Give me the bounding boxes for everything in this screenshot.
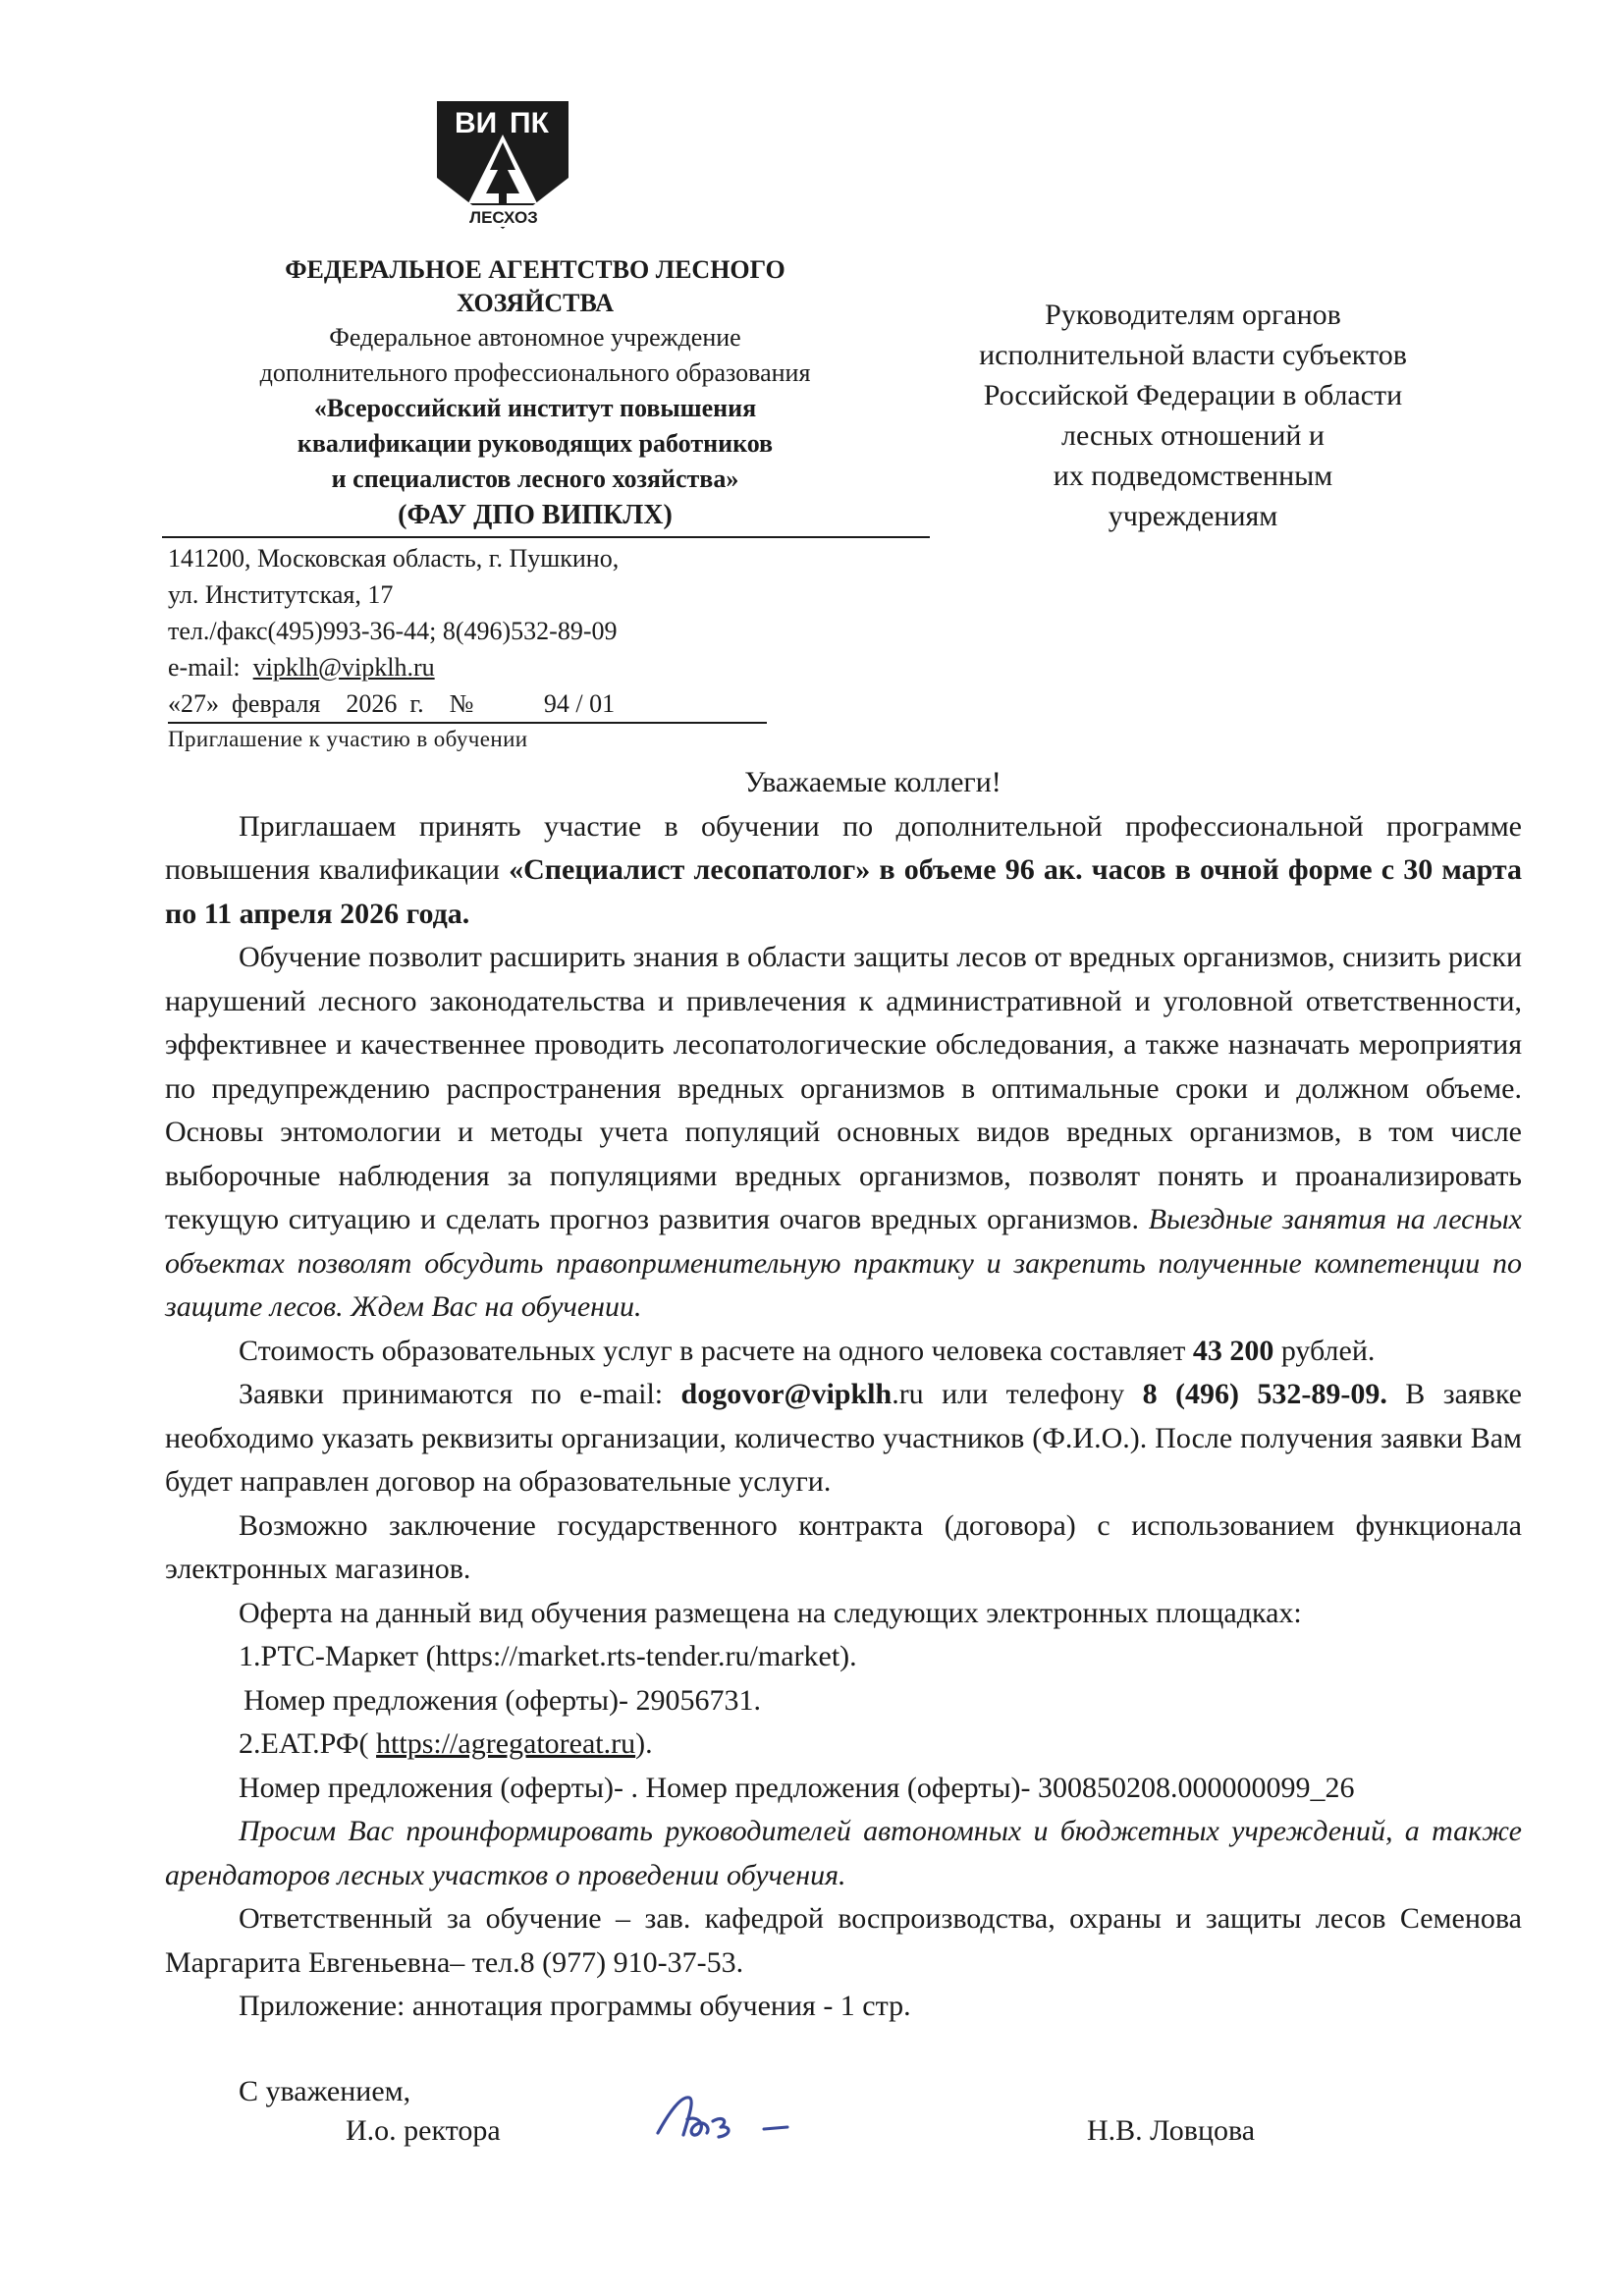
institution-name-line1: «Всероссийский институт повышения bbox=[313, 394, 757, 422]
paragraph-applications bbox=[165, 1373, 1522, 1504]
registration-line: «27» февраля 2026 г. № 94 / 01 bbox=[168, 685, 767, 724]
paragraph-responsible: Ответственный за обучение – зав. кафедрой воспроизводства, охраны и защиты лесов Семенова Маргарита Евгеньевна– тел.8 (977) 910-37-53. bbox=[165, 1902, 1522, 1979]
salutation: Уважаемые коллеги! bbox=[744, 766, 1001, 798]
address-line2: ул. Институтская, 17 bbox=[168, 580, 394, 609]
platform-2-close: ). bbox=[635, 1727, 653, 1760]
addressee-line4: лесных отношений и bbox=[1061, 419, 1325, 452]
applications-text3: В заявке необходимо указать реквизиты организации, количество участников (Ф.И.О.). После получения заявки Вам будет направлен договор на образовательные услуги. bbox=[165, 1378, 1522, 1498]
institution-type-line2: дополнительного профессионального образования bbox=[259, 358, 811, 387]
institution-type-line1: Федеральное автономное учреждение bbox=[329, 323, 741, 352]
email-line bbox=[168, 649, 875, 685]
signatory-name: Н.В. Ловцова bbox=[1087, 2114, 1256, 2147]
paragraph-offer: Оферта на данный вид обучения размещена на следующих электронных площадках: bbox=[239, 1596, 1302, 1629]
institution-name-line3: и специалистов лесного хозяйства» bbox=[331, 465, 739, 493]
applications-text: Заявки принимаются по e-mail: bbox=[239, 1378, 681, 1410]
letter-subject: Приглашение к участию в обучении bbox=[168, 727, 528, 751]
closing-regards: С уважением, bbox=[239, 2075, 411, 2107]
addressee-line2: исполнительной власти субъектов bbox=[979, 339, 1407, 371]
institute-logo bbox=[429, 95, 576, 233]
addressee-block bbox=[918, 295, 1468, 536]
paragraph-cost bbox=[165, 1330, 1522, 1374]
agency-line2: ХОЗЯЙСТВА bbox=[456, 289, 614, 317]
offer-platform-1: 1.РТС-Маркет (https://market.rts-tender.ru/market). bbox=[239, 1640, 857, 1672]
cost-amount: 43 200 bbox=[1192, 1334, 1274, 1367]
offer-number-1: Номер предложения (оферты)- 29056731. bbox=[244, 1683, 762, 1717]
header-divider bbox=[162, 536, 930, 538]
cost-text: Стоимость образовательных услуг в расчете на одного человека составляет bbox=[239, 1334, 1193, 1367]
invitation-text: Приглашаем принять участие в обучении по дополнительной профессиональной программе повышения квалификации bbox=[165, 809, 1522, 886]
applications-email[interactable]: dogovor@vipklh bbox=[680, 1378, 893, 1410]
institution-abbreviation: (ФАУ ДПО ВИПКЛХ) bbox=[398, 500, 673, 530]
paragraph-invitation bbox=[165, 805, 1522, 937]
logo-text-left: ВИ bbox=[455, 107, 498, 139]
signatory-role: И.о. ректора bbox=[346, 2114, 501, 2147]
platform-2-label: 2.ЕАТ.РФ( bbox=[239, 1727, 377, 1760]
contact-block bbox=[168, 540, 875, 754]
address-line1: 141200, Московская область, г. Пушкино, bbox=[168, 544, 620, 573]
description-text: Обучение позволит расширить знания в области защиты лесов от вредных организмов, снизить риски нарушений лесного законодательства и привлечения к административной и уголовной ответственности, эффективнее и качественнее проводить лесопатологические обследования, а также назначать мероприятия по предупреждению распространения вредных организмов в оптимальные сроки и должном объеме. Основы энтомологии и методы учета популяций основных видов вредных организмов, в том числе выборочные наблюдения за популяциями вредных организмов, позволят понять и проанализировать текущую ситуацию и сделать прогноз развития очагов вредных организмов. bbox=[165, 941, 1522, 1235]
paragraph-description bbox=[165, 936, 1522, 1330]
handwritten-signature bbox=[648, 2082, 825, 2151]
phone-line: тел./факс(495)993-36-44; 8(496)532-89-09 bbox=[168, 617, 618, 645]
cost-currency: рублей. bbox=[1273, 1334, 1376, 1367]
addressee-line1: Руководителям органов bbox=[1045, 299, 1341, 331]
logo-text-right: ПК bbox=[510, 107, 549, 139]
institution-name-line2: квалификации руководящих работников bbox=[297, 429, 774, 458]
organization-block bbox=[147, 253, 923, 534]
addressee-line5: их подведомственным bbox=[1053, 460, 1333, 492]
addressee-line3: Российской Федерации в области bbox=[983, 379, 1403, 411]
platform-2-link[interactable]: https://agregatoreat.ru bbox=[376, 1727, 636, 1760]
applications-text2: .ru или телефону bbox=[892, 1378, 1143, 1410]
offer-platform-2 bbox=[165, 1722, 1522, 1767]
email-link[interactable]: vipklh@vipklh.ru bbox=[252, 653, 435, 682]
applications-phone: 8 (496) 532-89-09. bbox=[1142, 1378, 1387, 1410]
paragraph-contract: Возможно заключение государственного контракта (договора) с использованием функционала электронных магазинов. bbox=[165, 1508, 1522, 1585]
addressee-line6: учреждениям bbox=[1108, 500, 1278, 532]
paragraph-attachment: Приложение: аннотация программы обучения - 1 стр. bbox=[239, 1990, 911, 2022]
letter-body bbox=[165, 761, 1522, 2029]
description-italic: Выездные занятия на лесных объектах позволят обсудить правоприменительную практику и закрепить полученные компетенции по защите лесов. Ждем Вас на обучении. bbox=[165, 1203, 1522, 1323]
email-label: e-mail: bbox=[168, 653, 253, 682]
offer-number-2: Номер предложения (оферты)- . Номер предложения (оферты)- 300850208.000000099_26 bbox=[239, 1771, 1355, 1804]
program-title: «Специалист лесопатолог» в объеме 96 ак. часов в очной форме с 30 марта по 11 апреля 2026 года. bbox=[165, 853, 1522, 930]
agency-line1: ФЕДЕРАЛЬНОЕ АГЕНТСТВО ЛЕСНОГО bbox=[285, 255, 785, 284]
logo-text-bottom: ЛЕСХОЗ bbox=[469, 208, 538, 227]
paragraph-request: Просим Вас проинформировать руководителей автономных и бюджетных учреждений, а также арендаторов лесных участков о проведении обучения. bbox=[165, 1815, 1522, 1891]
